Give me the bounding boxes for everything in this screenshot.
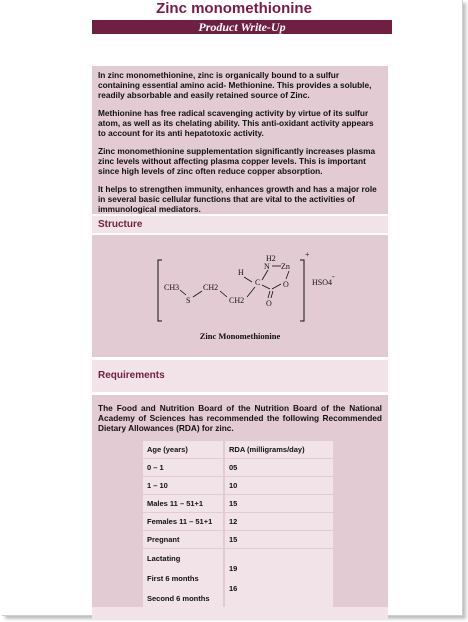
table-row	[143, 477, 333, 494]
intro-section	[92, 66, 388, 214]
ch3-label: CH3	[164, 283, 180, 292]
table-row	[143, 513, 333, 530]
table-row	[143, 459, 333, 476]
lactating-rda-cell	[223, 549, 333, 609]
age-cell: Pregnant	[143, 531, 223, 548]
structure-heading: Structure	[92, 216, 388, 233]
product-writeup-banner: Product Write-Up	[92, 20, 392, 34]
requirements-heading: Requirements	[92, 360, 388, 392]
carbonyl-oxygen-label: O	[266, 299, 272, 308]
second-six-months-label: Second 6 months	[147, 594, 210, 603]
age-cell: 1 – 10	[143, 477, 223, 494]
oxygen-label: O	[283, 280, 289, 289]
lactating-cell	[143, 549, 223, 609]
first-six-months-rda: 19	[229, 564, 238, 573]
ch2a-label: CH2	[203, 283, 219, 292]
bottom-strip	[92, 607, 388, 619]
rda-cell: 15	[223, 531, 333, 548]
right-bracket	[300, 260, 304, 321]
age-cell: Females 11 – 51+1	[143, 513, 223, 530]
structure-caption: Zinc Monomethionine	[199, 331, 281, 341]
charge-minus: -	[332, 272, 335, 281]
h2-label: H2	[266, 254, 276, 263]
sulfur-label: S	[186, 296, 191, 305]
intro-paragraph: In zinc monomethionine, zinc is organically bound to a sulfur containing essential amino acid- Methionine. This provides a soluble, readily absorbable and easily retained source of Zinc.	[98, 70, 372, 100]
first-six-months-label: First 6 months	[147, 574, 199, 583]
left-bracket	[158, 260, 162, 321]
rda-cell: 05	[223, 459, 333, 476]
table-row	[143, 495, 333, 512]
table-row-lactating	[143, 549, 333, 609]
header-rda: RDA (milligrams/day)	[223, 441, 333, 458]
intro-paragraph: Methionine has free radical scavenging activity by virtue of its sulfur atom, as well as its chelating ability. This anti-oxidant activity appears to account for its anti hepatotoxic activity.	[98, 108, 374, 138]
header-age: Age (years)	[143, 441, 223, 458]
h-label: H	[238, 268, 244, 277]
rda-cell: 15	[223, 495, 333, 512]
rda-cell: 10	[223, 477, 333, 494]
requirements-section	[92, 395, 388, 607]
carbon-label: C	[255, 278, 261, 287]
age-cell: 0 – 1	[143, 459, 223, 476]
intro-paragraph: It helps to strengthen immunity, enhances growth and has a major role in several basic cellular functions that are vital to the activities of immunological mediators.	[98, 184, 377, 214]
second-six-months-rda: 16	[229, 584, 238, 593]
charge-plus: +	[305, 250, 310, 259]
lactating-label: Lactating	[147, 554, 181, 563]
age-cell: Males 11 – 51+1	[143, 495, 223, 512]
structure-section	[92, 235, 388, 357]
table-header-row	[143, 441, 333, 458]
intro-paragraph: Zinc monomethionine supplementation significantly increases plasma zinc levels without affecting plasma copper levels. This is important since high levels of zinc often reduce copper absorption.	[98, 146, 376, 176]
rda-cell: 12	[223, 513, 333, 530]
table-row	[143, 531, 333, 548]
ch2b-label: CH2	[229, 296, 245, 305]
page-title: Zinc monomethionine	[156, 0, 312, 17]
rda-table	[143, 440, 333, 610]
structure-diagram	[92, 235, 388, 357]
zinc-label: Zn	[281, 262, 290, 271]
hso4-label: HSO4	[312, 278, 333, 287]
requirements-text: The Food and Nutrition Board of the Nutrition Board of the National Academy of Sciences has recommended the following Recommended Dietary Allowances (RDA) for zinc.	[98, 403, 382, 433]
nitrogen-label: N	[264, 262, 270, 271]
